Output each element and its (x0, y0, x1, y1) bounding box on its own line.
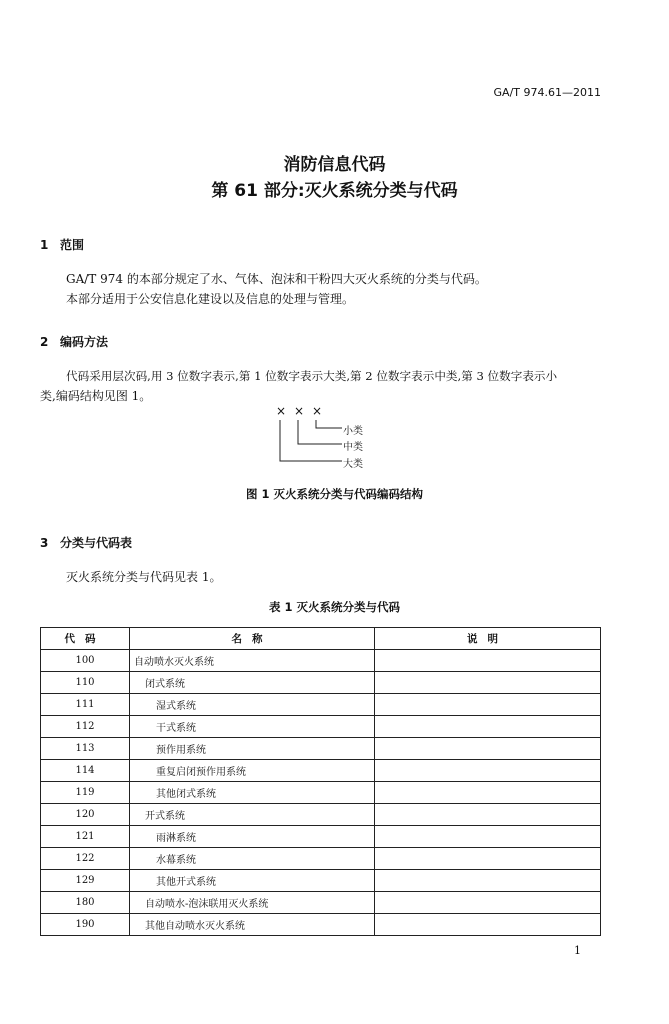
row-name: 自动喷水-泡沫联用灭火系统 (130, 892, 375, 914)
row-description (375, 804, 601, 826)
table-row (41, 848, 601, 870)
row-code: 110 (41, 672, 130, 694)
table-row (41, 892, 601, 914)
row-description (375, 738, 601, 760)
section-1-paragraph-2: 本部分适用于公安信息化建设以及信息的处理与管理。 (66, 292, 355, 306)
section-number: 2 (40, 335, 49, 349)
row-name: 其他闭式系统 (130, 782, 375, 804)
table-row (41, 650, 601, 672)
row-name: 其他开式系统 (130, 870, 375, 892)
table-header-row (41, 628, 601, 650)
label-large-category: 大类 (343, 459, 363, 470)
section-1-heading (40, 236, 84, 253)
table-row (41, 804, 601, 826)
classification-table (40, 627, 601, 936)
row-name: 预作用系统 (130, 738, 375, 760)
row-description (375, 892, 601, 914)
header-description: 说明 (375, 628, 601, 650)
table-row (41, 826, 601, 848)
row-description (375, 914, 601, 936)
row-name: 雨淋系统 (130, 826, 375, 848)
section-number: 1 (40, 238, 49, 252)
standard-code: GA/T 974.61—2011 (493, 86, 601, 99)
table-body (41, 650, 601, 936)
row-code: 121 (41, 826, 130, 848)
section-2-heading (40, 333, 108, 350)
row-description (375, 782, 601, 804)
diagram-connector-lines (270, 404, 380, 474)
row-description (375, 870, 601, 892)
section-title: 范围 (60, 238, 85, 252)
table-row (41, 694, 601, 716)
section-title: 编码方法 (60, 335, 109, 349)
section-2-paragraph-line-2: 类,编码结构见图 1。 (40, 389, 152, 403)
section-2-paragraph-line-1: 代码采用层次码,用 3 位数字表示,第 1 位数字表示大类,第 2 位数字表示中类,第 3 位数字表示小 (66, 369, 558, 383)
row-description (375, 826, 601, 848)
label-medium-category: 中类 (343, 442, 363, 453)
table-row (41, 914, 601, 936)
header-name: 名称 (130, 628, 375, 650)
digit-mark-2: × (294, 404, 305, 418)
row-name: 干式系统 (130, 716, 375, 738)
row-name: 重复启闭预作用系统 (130, 760, 375, 782)
row-description (375, 650, 601, 672)
row-code: 100 (41, 650, 130, 672)
table-row (41, 782, 601, 804)
page-number: 1 (574, 944, 581, 957)
table-row (41, 870, 601, 892)
row-code: 114 (41, 760, 130, 782)
table-row (41, 738, 601, 760)
digit-mark-1: × (276, 404, 287, 418)
row-description (375, 760, 601, 782)
row-description (375, 848, 601, 870)
document-subtitle: 第 61 部分:灭火系统分类与代码 (211, 181, 458, 201)
row-code: 190 (41, 914, 130, 936)
row-description (375, 672, 601, 694)
section-3-paragraph: 灭火系统分类与代码见表 1。 (66, 570, 222, 584)
code-structure-diagram (270, 404, 380, 474)
table-caption: 表 1 灭火系统分类与代码 (268, 600, 400, 614)
row-code: 120 (41, 804, 130, 826)
row-description (375, 694, 601, 716)
figure-caption: 图 1 灭火系统分类与代码编码结构 (245, 487, 423, 501)
document-title: 消防信息代码 (283, 155, 386, 175)
header-code: 代码 (41, 628, 130, 650)
row-description (375, 716, 601, 738)
row-name: 其他自动喷水灭火系统 (130, 914, 375, 936)
row-name: 开式系统 (130, 804, 375, 826)
row-name: 水幕系统 (130, 848, 375, 870)
digit-mark-3: × (312, 404, 323, 418)
table-row (41, 716, 601, 738)
row-code: 111 (41, 694, 130, 716)
label-small-category: 小类 (343, 426, 363, 437)
table-row (41, 672, 601, 694)
table-row (41, 760, 601, 782)
section-3-heading (40, 534, 132, 551)
row-name: 自动喷水灭火系统 (130, 650, 375, 672)
row-name: 湿式系统 (130, 694, 375, 716)
section-number: 3 (40, 536, 49, 550)
row-code: 122 (41, 848, 130, 870)
row-code: 119 (41, 782, 130, 804)
row-name: 闭式系统 (130, 672, 375, 694)
section-title: 分类与代码表 (60, 536, 133, 550)
row-code: 112 (41, 716, 130, 738)
row-code: 129 (41, 870, 130, 892)
row-code: 180 (41, 892, 130, 914)
row-code: 113 (41, 738, 130, 760)
section-1-paragraph-1: GA/T 974 的本部分规定了水、气体、泡沫和干粉四大灭火系统的分类与代码。 (66, 272, 487, 286)
